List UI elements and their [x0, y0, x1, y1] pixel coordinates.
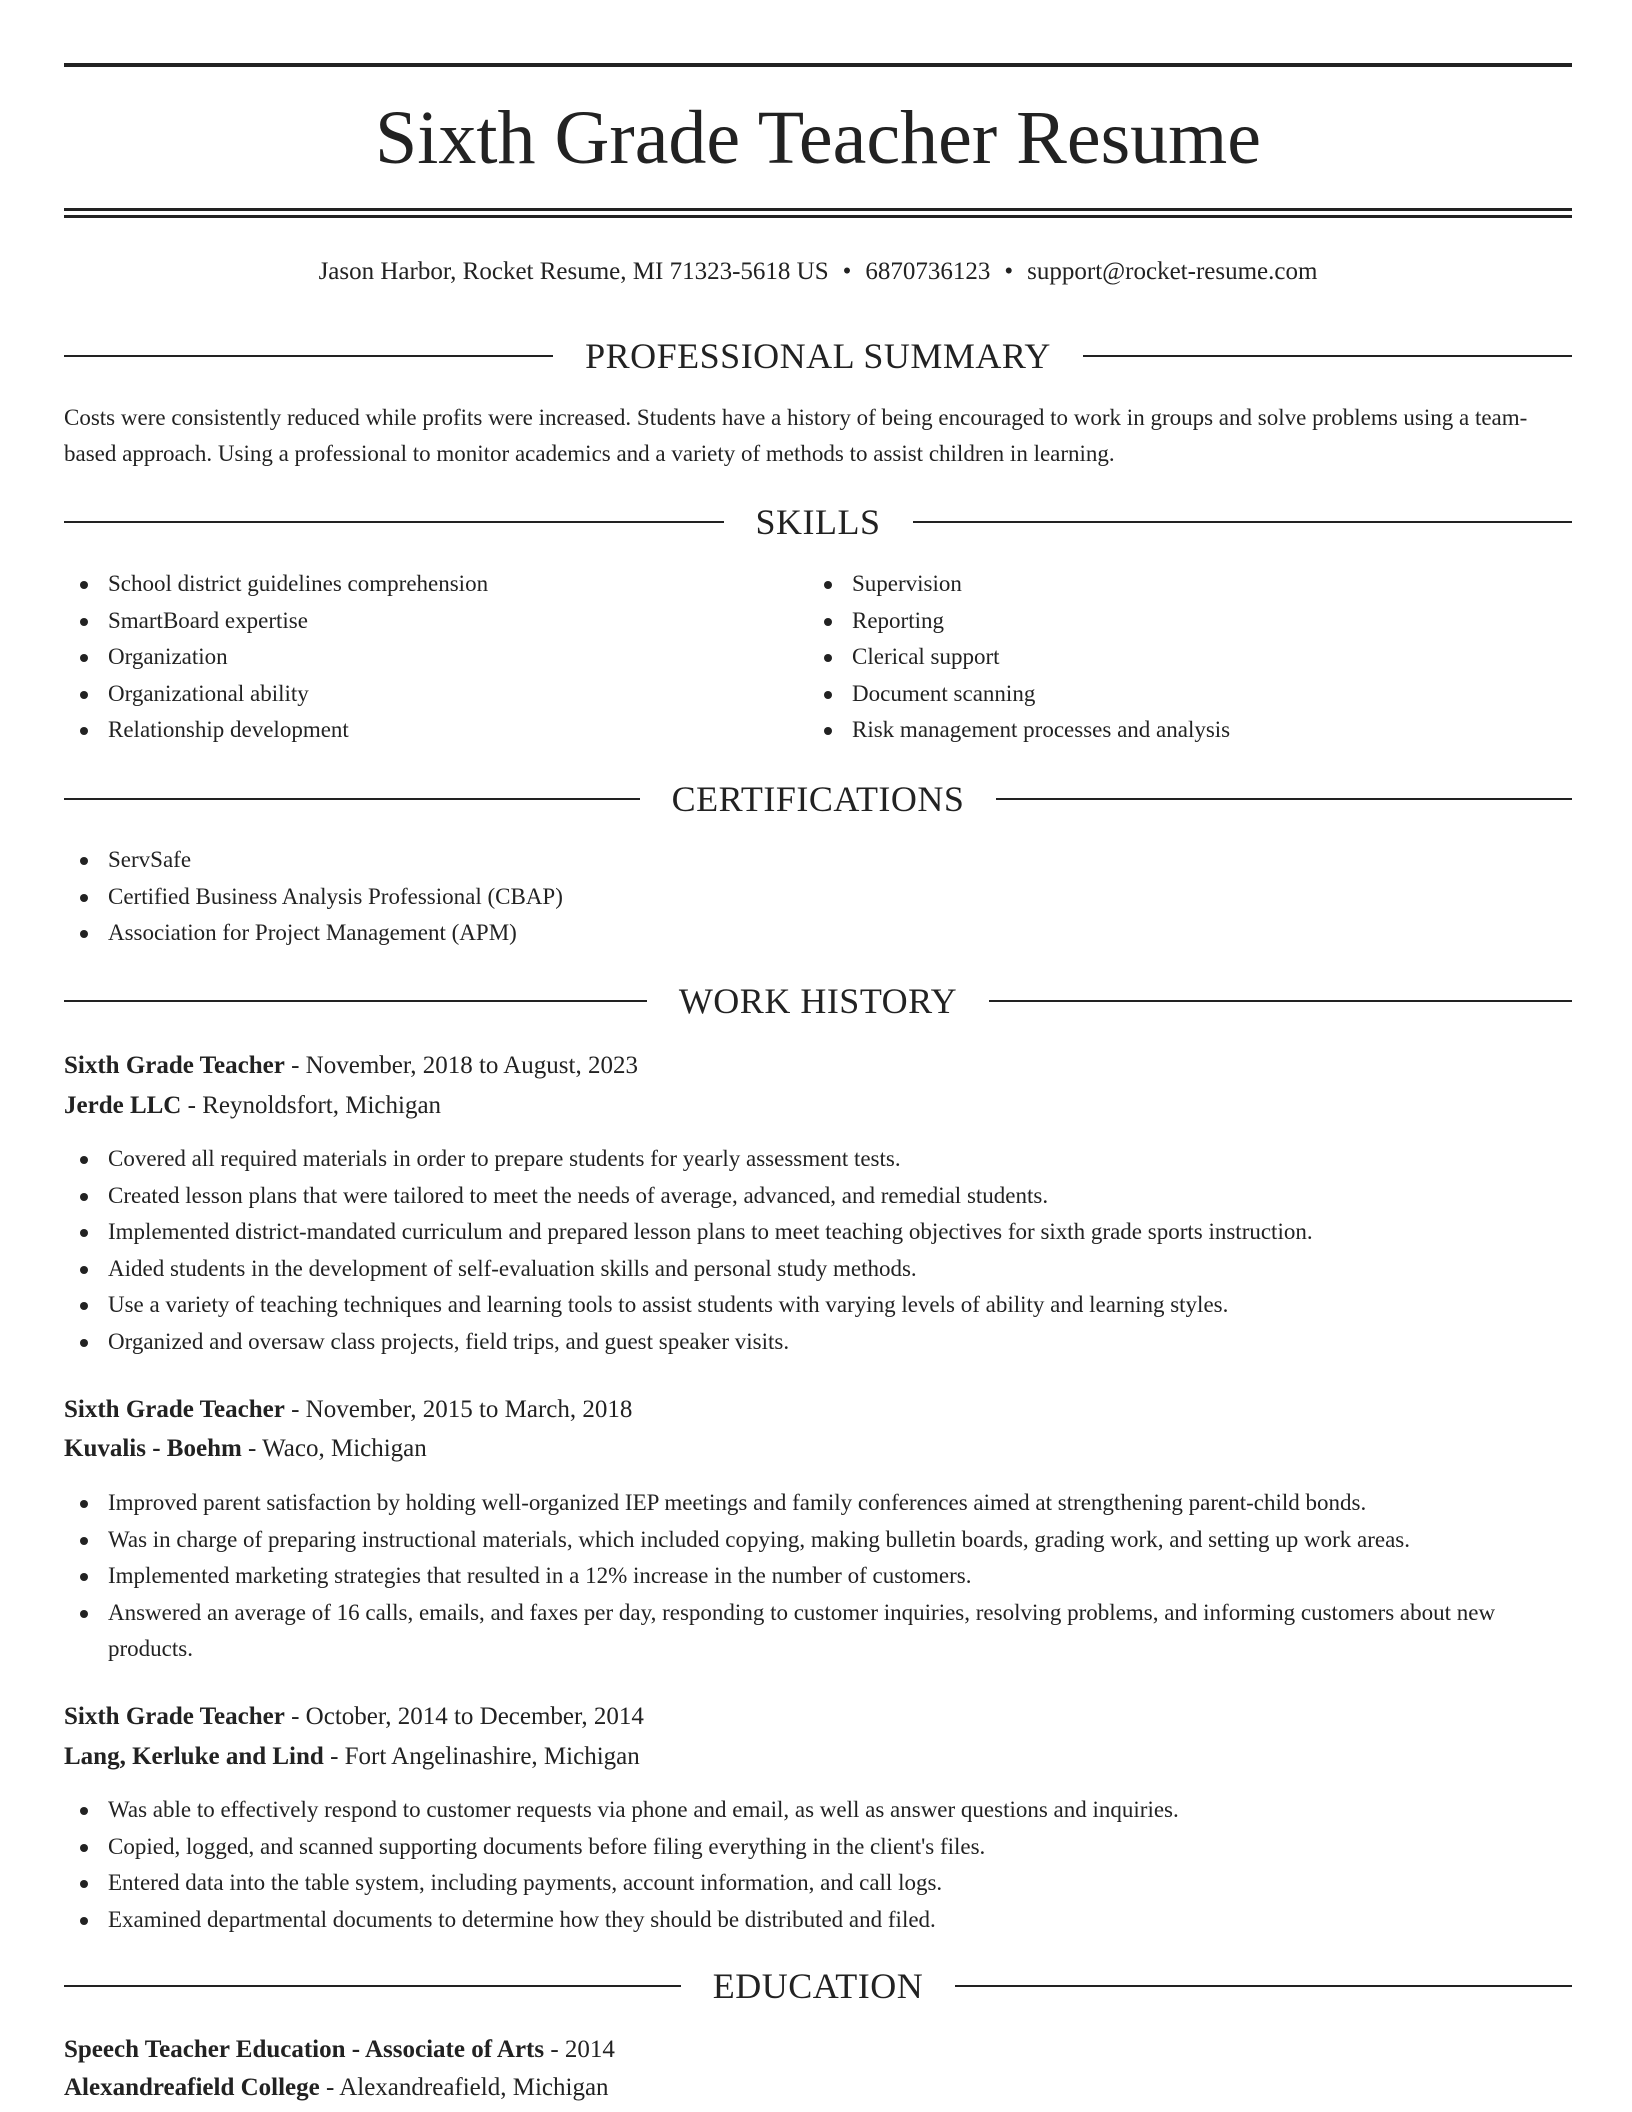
job-bullet: Implemented district-mandated curriculum and prepared lesson plans to meet teaching objectives for sixth grade sports instruction. — [64, 1214, 1572, 1251]
skill-item: Supervision — [808, 566, 1572, 603]
title-double-rule — [64, 208, 1572, 218]
top-rule — [64, 63, 1572, 67]
job-title-line — [64, 1047, 1572, 1085]
heading-rule — [64, 798, 640, 800]
skill-item: Clerical support — [808, 639, 1572, 676]
job-title-line — [64, 1698, 1572, 1736]
job-bullet: Was able to effectively respond to customer requests via phone and email, as well as answer questions and inquiries. — [64, 1792, 1572, 1829]
job-bullet: Created lesson plans that were tailored to meet the needs of average, advanced, and remedial students. — [64, 1178, 1572, 1215]
dash: - — [544, 2036, 565, 2063]
education-school-line — [64, 2069, 1572, 2107]
heading-rule — [64, 355, 553, 357]
education-location: Alexandreafield, Michigan — [339, 2074, 609, 2101]
job-bullet: Use a variety of teaching techniques and learning tools to assist students with varying levels of ability and learning styles. — [64, 1287, 1572, 1324]
job-bullet: Entered data into the table system, including payments, account information, and call logs. — [64, 1865, 1572, 1902]
section-title: EDUCATION — [712, 1966, 924, 2006]
certification-item: ServSafe — [64, 842, 1572, 879]
job-location: Fort Angelinashire, Michigan — [344, 1743, 640, 1770]
dash: - — [319, 2074, 340, 2101]
heading-rule — [64, 1000, 647, 1002]
section-heading-skills — [64, 500, 1572, 544]
heading-rule — [989, 1000, 1572, 1002]
contact-address: Jason Harbor, Rocket Resume, MI 71323-5618 US — [318, 258, 829, 285]
section-heading-summary — [64, 334, 1572, 378]
job-location: Waco, Michigan — [262, 1435, 427, 1462]
contact-phone: 6870736123 — [865, 258, 991, 285]
skill-item: Risk management processes and analysis — [808, 712, 1572, 749]
job-title-line — [64, 1391, 1572, 1429]
job-bullet: Was in charge of preparing instructional materials, which included copying, making bulletin boards, grading work, and setting up work areas. — [64, 1522, 1572, 1559]
job-company-line — [64, 1738, 1572, 1776]
heading-rule — [955, 1985, 1572, 1987]
heading-rule — [64, 521, 724, 523]
dash: - — [284, 1052, 306, 1079]
job-bullet: Covered all required materials in order to prepare students for yearly assessment tests. — [64, 1141, 1572, 1178]
job-bullet: Improved parent satisfaction by holding well-organized IEP meetings and family conferences aimed at strengthening parent-child bonds. — [64, 1485, 1572, 1522]
heading-rule — [996, 798, 1572, 800]
dash: - — [181, 1092, 203, 1119]
job-company: Jerde LLC — [64, 1092, 182, 1119]
job-company-line — [64, 1087, 1572, 1125]
heading-rule — [1083, 355, 1572, 357]
job-bullet: Organized and oversaw class projects, field trips, and guest speaker visits. — [64, 1324, 1572, 1361]
heading-rule — [913, 521, 1573, 523]
education-school: Alexandreafield College — [64, 2074, 320, 2101]
section-title: PROFESSIONAL SUMMARY — [585, 336, 1051, 376]
job-bullet: Aided students in the development of self-evaluation skills and personal study methods. — [64, 1251, 1572, 1288]
education-year: 2014 — [564, 2036, 615, 2063]
skill-item: School district guidelines comprehension — [64, 566, 804, 603]
section-heading-certifications — [64, 777, 1572, 821]
job-bullets — [64, 1792, 1572, 1938]
section-title: SKILLS — [755, 502, 881, 542]
job-bullet: Implemented marketing strategies that resulted in a 12% increase in the number of customers. — [64, 1558, 1572, 1595]
heading-rule — [64, 1985, 681, 1987]
job-bullet: Copied, logged, and scanned supporting documents before filing everything in the client's files. — [64, 1829, 1572, 1866]
job-bullet: Examined departmental documents to determine how they should be distributed and filed. — [64, 1902, 1572, 1939]
job-company-line — [64, 1430, 1572, 1468]
dash: - — [284, 1703, 306, 1730]
certification-item: Association for Project Management (APM) — [64, 915, 1572, 952]
education-degree: Speech Teacher Education - Associate of Arts — [64, 2036, 545, 2063]
job-bullets — [64, 1141, 1572, 1360]
section-title: CERTIFICATIONS — [671, 779, 965, 819]
job-dates: October, 2014 to December, 2014 — [305, 1703, 644, 1730]
section-heading-education — [64, 1964, 1572, 2008]
contact-separator: • — [842, 258, 852, 285]
job-company: Lang, Kerluke and Lind — [64, 1743, 324, 1770]
job-dates: November, 2018 to August, 2023 — [305, 1052, 638, 1079]
contact-email: support@rocket-resume.com — [1027, 258, 1318, 285]
skill-item: Document scanning — [808, 676, 1572, 713]
skill-item: Organization — [64, 639, 804, 676]
job-location: Reynoldsfort, Michigan — [202, 1092, 442, 1119]
education-degree-line — [64, 2031, 1572, 2069]
job-company: Kuvalis - Boehm — [64, 1435, 242, 1462]
job-bullet: Answered an average of 16 calls, emails, and faxes per day, responding to customer inquiries, resolving problems, and informing customers about new products. — [64, 1595, 1572, 1668]
skills-list-left — [64, 566, 804, 749]
section-title: WORK HISTORY — [678, 981, 958, 1021]
dash: - — [284, 1396, 306, 1423]
dash: - — [323, 1743, 345, 1770]
dash: - — [241, 1435, 263, 1462]
job-bullets — [64, 1485, 1572, 1668]
contact-line — [64, 254, 1572, 290]
page-title: Sixth Grade Teacher Resume — [375, 96, 1261, 180]
skill-item: Reporting — [808, 603, 1572, 640]
job-title: Sixth Grade Teacher — [64, 1703, 285, 1730]
job-title: Sixth Grade Teacher — [64, 1396, 285, 1423]
certifications-list — [64, 842, 1572, 952]
skill-item: Organizational ability — [64, 676, 804, 713]
job-title: Sixth Grade Teacher — [64, 1052, 285, 1079]
skill-item: SmartBoard expertise — [64, 603, 804, 640]
summary-text: Costs were consistently reduced while profits were increased. Students have a history of being encouraged to work in groups and solve problems using a team-based approach. Using a professional to monitor academics and a variety of methods to assist children in learning. — [64, 405, 1528, 466]
certification-item: Certified Business Analysis Professional (CBAP) — [64, 879, 1572, 916]
section-heading-work-history — [64, 979, 1572, 1023]
job-dates: November, 2015 to March, 2018 — [305, 1396, 633, 1423]
skill-item: Relationship development — [64, 712, 804, 749]
skills-list-right — [808, 566, 1572, 749]
contact-separator: • — [1004, 258, 1014, 285]
